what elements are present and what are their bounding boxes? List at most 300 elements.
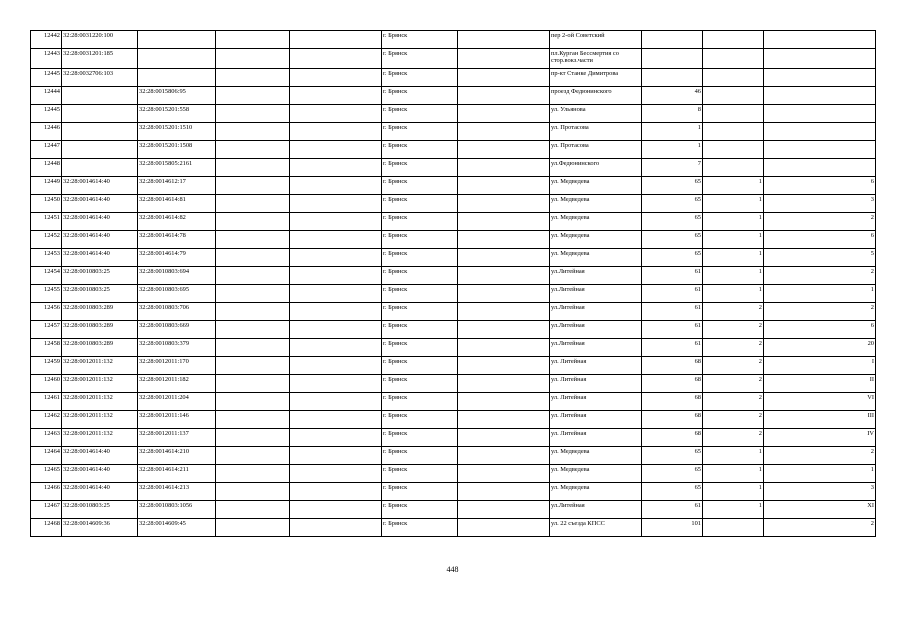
table-row — [31, 177, 876, 195]
row-number-cell: 12451 — [31, 213, 62, 231]
land-cadastral-number-cell: 32:28:0014614:40 — [62, 483, 138, 501]
street-cell: ул. Литейная — [550, 393, 642, 411]
street-cell: ул. Литейная — [550, 357, 642, 375]
blank-cell — [290, 49, 382, 69]
house-number-cell: 68 — [642, 411, 703, 429]
row-number-cell: 12457 — [31, 321, 62, 339]
row-number-cell: 12468 — [31, 519, 62, 537]
house-number-cell: 65 — [642, 249, 703, 267]
premises-number-cell — [764, 69, 876, 87]
row-number-cell: 12445 — [31, 69, 62, 87]
city-cell: г. Брянск — [382, 321, 458, 339]
land-cadastral-number-cell: 32:28:0031220:100 — [62, 31, 138, 49]
table-row — [31, 321, 876, 339]
table-row — [31, 483, 876, 501]
street-cell: ул. 22 съезда КПСС — [550, 519, 642, 537]
blank-cell — [290, 375, 382, 393]
registry-table — [30, 30, 876, 537]
object-cadastral-number-cell: 32:28:0012011:204 — [138, 393, 216, 411]
premises-number-cell: I — [764, 357, 876, 375]
table-row — [31, 519, 876, 537]
table-row — [31, 213, 876, 231]
blank-cell — [458, 141, 550, 159]
floor-cell: 1 — [703, 267, 764, 285]
land-cadastral-number-cell: 32:28:0012011:132 — [62, 393, 138, 411]
object-cadastral-number-cell: 32:28:0015201:558 — [138, 105, 216, 123]
row-number-cell: 12465 — [31, 465, 62, 483]
blank-cell — [290, 177, 382, 195]
street-cell: ул. Протасова — [550, 123, 642, 141]
premises-number-cell: VI — [764, 393, 876, 411]
street-cell: ул. Медведева — [550, 213, 642, 231]
blank-cell — [458, 87, 550, 105]
floor-cell: 2 — [703, 393, 764, 411]
row-number-cell: 12461 — [31, 393, 62, 411]
blank-cell — [290, 411, 382, 429]
object-cadastral-number-cell: 32:28:0012011:170 — [138, 357, 216, 375]
city-cell: г. Брянск — [382, 519, 458, 537]
land-cadastral-number-cell: 32:28:0010803:289 — [62, 339, 138, 357]
blank-cell — [458, 177, 550, 195]
blank-cell — [458, 303, 550, 321]
blank-cell — [458, 195, 550, 213]
premises-number-cell — [764, 49, 876, 69]
premises-number-cell: IV — [764, 429, 876, 447]
blank-cell — [216, 105, 290, 123]
premises-number-cell: 2 — [764, 447, 876, 465]
blank-cell — [216, 519, 290, 537]
object-cadastral-number-cell: 32:28:0014614:82 — [138, 213, 216, 231]
row-number-cell: 12444 — [31, 87, 62, 105]
street-cell: ул. Медведева — [550, 447, 642, 465]
premises-number-cell: 2 — [764, 303, 876, 321]
row-number-cell: 12442 — [31, 31, 62, 49]
row-number-cell: 12462 — [31, 411, 62, 429]
blank-cell — [290, 393, 382, 411]
table-row — [31, 231, 876, 249]
premises-number-cell — [764, 31, 876, 49]
row-number-cell: 12445 — [31, 105, 62, 123]
land-cadastral-number-cell: 32:28:0014614:40 — [62, 465, 138, 483]
row-number-cell: 12447 — [31, 141, 62, 159]
city-cell: г. Брянск — [382, 105, 458, 123]
blank-cell — [458, 123, 550, 141]
premises-number-cell — [764, 87, 876, 105]
blank-cell — [458, 519, 550, 537]
object-cadastral-number-cell — [138, 31, 216, 49]
table-row — [31, 285, 876, 303]
land-cadastral-number-cell: 32:28:0010803:25 — [62, 285, 138, 303]
blank-cell — [290, 267, 382, 285]
land-cadastral-number-cell: 32:28:0014614:40 — [62, 195, 138, 213]
row-number-cell: 12460 — [31, 375, 62, 393]
premises-number-cell: 1 — [764, 465, 876, 483]
blank-cell — [290, 321, 382, 339]
house-number-cell: 61 — [642, 285, 703, 303]
premises-number-cell — [764, 123, 876, 141]
house-number-cell: 101 — [642, 519, 703, 537]
object-cadastral-number-cell: 32:28:0015201:1510 — [138, 123, 216, 141]
table-row — [31, 159, 876, 177]
land-cadastral-number-cell — [62, 105, 138, 123]
table-row — [31, 429, 876, 447]
premises-number-cell: 6 — [764, 321, 876, 339]
blank-cell — [216, 231, 290, 249]
object-cadastral-number-cell: 32:28:0010803:695 — [138, 285, 216, 303]
blank-cell — [290, 69, 382, 87]
house-number-cell: 61 — [642, 267, 703, 285]
blank-cell — [216, 177, 290, 195]
blank-cell — [290, 31, 382, 49]
table-row — [31, 465, 876, 483]
land-cadastral-number-cell: 32:28:0010803:25 — [62, 501, 138, 519]
house-number-cell: 65 — [642, 231, 703, 249]
blank-cell — [458, 285, 550, 303]
house-number-cell: 8 — [642, 105, 703, 123]
street-cell: ул. Протасова — [550, 141, 642, 159]
object-cadastral-number-cell: 32:28:0014609:45 — [138, 519, 216, 537]
object-cadastral-number-cell: 32:28:0010803:669 — [138, 321, 216, 339]
row-number-cell: 12450 — [31, 195, 62, 213]
land-cadastral-number-cell — [62, 87, 138, 105]
street-cell: ул. Литейная — [550, 411, 642, 429]
city-cell: г. Брянск — [382, 357, 458, 375]
house-number-cell: 68 — [642, 375, 703, 393]
blank-cell — [216, 69, 290, 87]
land-cadastral-number-cell: 32:28:0010803:289 — [62, 321, 138, 339]
table-row — [31, 249, 876, 267]
blank-cell — [458, 69, 550, 87]
city-cell: г. Брянск — [382, 393, 458, 411]
city-cell: г. Брянск — [382, 429, 458, 447]
floor-cell: 1 — [703, 501, 764, 519]
city-cell: г. Брянск — [382, 483, 458, 501]
table-row — [31, 411, 876, 429]
street-cell: ул.Литейная — [550, 321, 642, 339]
table-row — [31, 375, 876, 393]
street-cell: ул. Медведева — [550, 195, 642, 213]
house-number-cell — [642, 31, 703, 49]
blank-cell — [290, 231, 382, 249]
street-cell: ул. Медведева — [550, 231, 642, 249]
blank-cell — [458, 411, 550, 429]
premises-number-cell: III — [764, 411, 876, 429]
table-row — [31, 393, 876, 411]
land-cadastral-number-cell: 32:28:0012011:132 — [62, 357, 138, 375]
blank-cell — [290, 159, 382, 177]
object-cadastral-number-cell — [138, 49, 216, 69]
blank-cell — [458, 465, 550, 483]
house-number-cell: 65 — [642, 195, 703, 213]
house-number-cell: 65 — [642, 483, 703, 501]
blank-cell — [216, 465, 290, 483]
land-cadastral-number-cell — [62, 159, 138, 177]
row-number-cell: 12467 — [31, 501, 62, 519]
object-cadastral-number-cell: 32:28:0010803:694 — [138, 267, 216, 285]
object-cadastral-number-cell: 32:28:0015201:1508 — [138, 141, 216, 159]
land-cadastral-number-cell: 32:28:0014614:40 — [62, 177, 138, 195]
floor-cell: 2 — [703, 303, 764, 321]
table-row — [31, 87, 876, 105]
floor-cell — [703, 31, 764, 49]
blank-cell — [290, 483, 382, 501]
floor-cell — [703, 141, 764, 159]
blank-cell — [458, 375, 550, 393]
floor-cell: 1 — [703, 447, 764, 465]
object-cadastral-number-cell — [138, 69, 216, 87]
floor-cell — [703, 519, 764, 537]
row-number-cell: 12446 — [31, 123, 62, 141]
premises-number-cell: 1 — [764, 285, 876, 303]
premises-number-cell — [764, 159, 876, 177]
table-row — [31, 267, 876, 285]
table-row — [31, 105, 876, 123]
blank-cell — [216, 339, 290, 357]
blank-cell — [216, 213, 290, 231]
row-number-cell: 12456 — [31, 303, 62, 321]
floor-cell — [703, 49, 764, 69]
object-cadastral-number-cell: 32:28:0012011:137 — [138, 429, 216, 447]
object-cadastral-number-cell: 32:28:0010803:1056 — [138, 501, 216, 519]
blank-cell — [216, 429, 290, 447]
row-number-cell: 12464 — [31, 447, 62, 465]
street-cell: ул. Литейная — [550, 375, 642, 393]
row-number-cell: 12448 — [31, 159, 62, 177]
street-cell: ул.Литейная — [550, 285, 642, 303]
land-cadastral-number-cell — [62, 123, 138, 141]
blank-cell — [458, 429, 550, 447]
object-cadastral-number-cell: 32:28:0010803:706 — [138, 303, 216, 321]
land-cadastral-number-cell: 32:28:0014614:40 — [62, 447, 138, 465]
blank-cell — [458, 339, 550, 357]
table-row — [31, 123, 876, 141]
floor-cell — [703, 159, 764, 177]
blank-cell — [216, 285, 290, 303]
land-cadastral-number-cell: 32:28:0012011:132 — [62, 375, 138, 393]
house-number-cell: 65 — [642, 177, 703, 195]
row-number-cell: 12453 — [31, 249, 62, 267]
house-number-cell: 65 — [642, 213, 703, 231]
city-cell: г. Брянск — [382, 267, 458, 285]
city-cell: г. Брянск — [382, 69, 458, 87]
city-cell: г. Брянск — [382, 159, 458, 177]
house-number-cell: 1 — [642, 123, 703, 141]
blank-cell — [216, 303, 290, 321]
table-row — [31, 339, 876, 357]
blank-cell — [290, 87, 382, 105]
city-cell: г. Брянск — [382, 49, 458, 69]
house-number-cell: 68 — [642, 393, 703, 411]
object-cadastral-number-cell: 32:28:0012011:146 — [138, 411, 216, 429]
city-cell: г. Брянск — [382, 447, 458, 465]
land-cadastral-number-cell: 32:28:0012011:132 — [62, 429, 138, 447]
floor-cell: 1 — [703, 213, 764, 231]
blank-cell — [216, 141, 290, 159]
floor-cell: 2 — [703, 429, 764, 447]
table-row — [31, 447, 876, 465]
floor-cell — [703, 105, 764, 123]
blank-cell — [216, 321, 290, 339]
object-cadastral-number-cell: 32:28:0014614:213 — [138, 483, 216, 501]
blank-cell — [290, 195, 382, 213]
object-cadastral-number-cell: 32:28:0010803:379 — [138, 339, 216, 357]
house-number-cell: 65 — [642, 465, 703, 483]
blank-cell — [216, 411, 290, 429]
object-cadastral-number-cell: 32:28:0015805:2161 — [138, 159, 216, 177]
street-cell: ул. Медведева — [550, 483, 642, 501]
street-cell: пр-кт Станке Димитрова — [550, 69, 642, 87]
city-cell: г. Брянск — [382, 339, 458, 357]
table-row — [31, 357, 876, 375]
blank-cell — [458, 267, 550, 285]
premises-number-cell: 2 — [764, 213, 876, 231]
blank-cell — [216, 447, 290, 465]
object-cadastral-number-cell: 32:28:0014614:210 — [138, 447, 216, 465]
row-number-cell: 12452 — [31, 231, 62, 249]
table-row — [31, 303, 876, 321]
object-cadastral-number-cell: 32:28:0014614:211 — [138, 465, 216, 483]
blank-cell — [216, 87, 290, 105]
city-cell: г. Брянск — [382, 123, 458, 141]
land-cadastral-number-cell: 32:28:0012011:132 — [62, 411, 138, 429]
street-cell: ул.Литейная — [550, 303, 642, 321]
row-number-cell: 12463 — [31, 429, 62, 447]
blank-cell — [458, 501, 550, 519]
table-row — [31, 141, 876, 159]
row-number-cell: 12466 — [31, 483, 62, 501]
blank-cell — [216, 357, 290, 375]
premises-number-cell: XI — [764, 501, 876, 519]
floor-cell: 2 — [703, 357, 764, 375]
blank-cell — [216, 501, 290, 519]
blank-cell — [458, 31, 550, 49]
row-number-cell: 12458 — [31, 339, 62, 357]
blank-cell — [216, 375, 290, 393]
blank-cell — [458, 447, 550, 465]
row-number-cell: 12443 — [31, 49, 62, 69]
blank-cell — [290, 249, 382, 267]
blank-cell — [458, 393, 550, 411]
premises-number-cell: 5 — [764, 249, 876, 267]
house-number-cell: 46 — [642, 87, 703, 105]
floor-cell: 1 — [703, 483, 764, 501]
blank-cell — [458, 231, 550, 249]
floor-cell: 1 — [703, 249, 764, 267]
premises-number-cell: 20 — [764, 339, 876, 357]
land-cadastral-number-cell — [62, 141, 138, 159]
city-cell: г. Брянск — [382, 501, 458, 519]
floor-cell: 2 — [703, 339, 764, 357]
land-cadastral-number-cell: 32:28:0014614:40 — [62, 249, 138, 267]
blank-cell — [458, 213, 550, 231]
city-cell: г. Брянск — [382, 285, 458, 303]
street-cell: ул. Медведева — [550, 249, 642, 267]
premises-number-cell — [764, 141, 876, 159]
blank-cell — [290, 519, 382, 537]
premises-number-cell: 6 — [764, 177, 876, 195]
blank-cell — [216, 49, 290, 69]
city-cell: г. Брянск — [382, 31, 458, 49]
city-cell: г. Брянск — [382, 141, 458, 159]
floor-cell: 2 — [703, 321, 764, 339]
floor-cell: 2 — [703, 411, 764, 429]
city-cell: г. Брянск — [382, 231, 458, 249]
premises-number-cell: 2 — [764, 519, 876, 537]
blank-cell — [458, 321, 550, 339]
blank-cell — [216, 249, 290, 267]
floor-cell: 1 — [703, 177, 764, 195]
blank-cell — [458, 357, 550, 375]
city-cell: г. Брянск — [382, 411, 458, 429]
street-cell: ул.Литейная — [550, 267, 642, 285]
object-cadastral-number-cell: 32:28:0015806:95 — [138, 87, 216, 105]
city-cell: г. Брянск — [382, 375, 458, 393]
street-cell: пер 2-ой Советский — [550, 31, 642, 49]
blank-cell — [216, 195, 290, 213]
blank-cell — [290, 339, 382, 357]
land-cadastral-number-cell: 32:28:0014609:36 — [62, 519, 138, 537]
floor-cell — [703, 123, 764, 141]
city-cell: г. Брянск — [382, 177, 458, 195]
blank-cell — [458, 249, 550, 267]
street-cell: ул.Литейная — [550, 339, 642, 357]
blank-cell — [216, 393, 290, 411]
house-number-cell: 1 — [642, 141, 703, 159]
table-row — [31, 49, 876, 69]
blank-cell — [290, 447, 382, 465]
premises-number-cell: 3 — [764, 195, 876, 213]
object-cadastral-number-cell: 32:28:0014612:17 — [138, 177, 216, 195]
floor-cell — [703, 87, 764, 105]
blank-cell — [216, 31, 290, 49]
street-cell: ул. Медведева — [550, 465, 642, 483]
house-number-cell: 61 — [642, 321, 703, 339]
house-number-cell — [642, 69, 703, 87]
row-number-cell: 12455 — [31, 285, 62, 303]
street-cell: ул.Литейная — [550, 501, 642, 519]
premises-number-cell: II — [764, 375, 876, 393]
city-cell: г. Брянск — [382, 87, 458, 105]
street-cell: ул.Федюнинского — [550, 159, 642, 177]
street-cell: пл.Курган Бессмертия со стор.вокз.части — [550, 49, 642, 69]
floor-cell: 1 — [703, 195, 764, 213]
house-number-cell — [642, 49, 703, 69]
premises-number-cell — [764, 105, 876, 123]
premises-number-cell: 2 — [764, 267, 876, 285]
blank-cell — [458, 105, 550, 123]
land-cadastral-number-cell: 32:28:0010803:25 — [62, 267, 138, 285]
premises-number-cell: 3 — [764, 483, 876, 501]
land-cadastral-number-cell: 32:28:0032706:103 — [62, 69, 138, 87]
floor-cell: 1 — [703, 285, 764, 303]
blank-cell — [290, 465, 382, 483]
table-row — [31, 31, 876, 49]
city-cell: г. Брянск — [382, 249, 458, 267]
street-cell: ул. Медведева — [550, 177, 642, 195]
house-number-cell: 68 — [642, 357, 703, 375]
object-cadastral-number-cell: 32:28:0014614:79 — [138, 249, 216, 267]
blank-cell — [290, 123, 382, 141]
blank-cell — [458, 159, 550, 177]
floor-cell: 2 — [703, 375, 764, 393]
city-cell: г. Брянск — [382, 465, 458, 483]
blank-cell — [216, 267, 290, 285]
blank-cell — [290, 285, 382, 303]
blank-cell — [216, 483, 290, 501]
blank-cell — [290, 213, 382, 231]
house-number-cell: 61 — [642, 501, 703, 519]
registry-table-body — [31, 31, 876, 537]
